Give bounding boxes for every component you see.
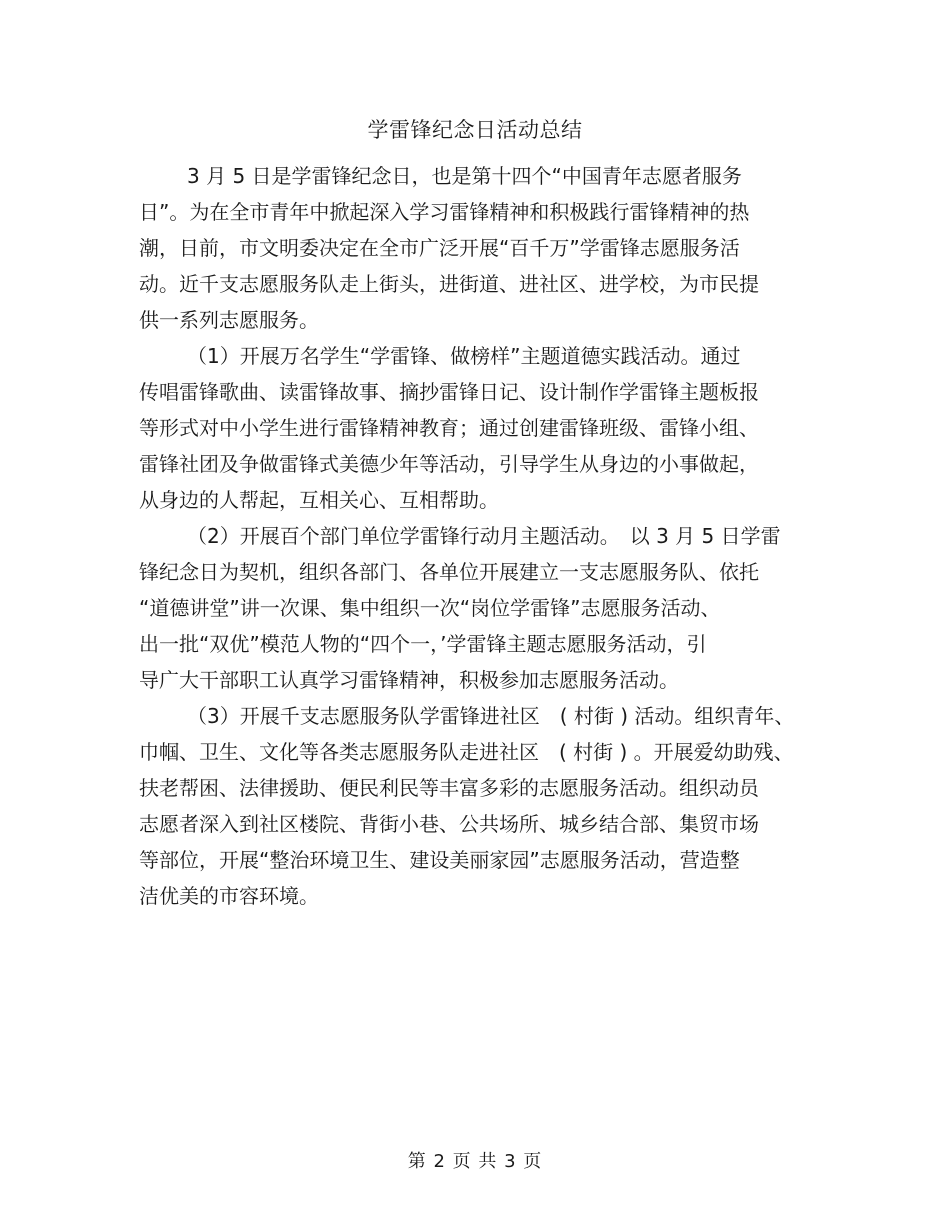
text-line: 日”。为在全市青年中掀起深入学习雷锋精神和积极践行雷锋精神的热 xyxy=(139,200,750,224)
page-footer: 第 2 页 共 3 页 xyxy=(407,1151,543,1172)
text-line: 3 月 5 日是学雷锋纪念日，也是第十四个“中国青年志愿者服务 xyxy=(187,164,742,188)
text-line: 从身边的人帮起，互相关心、互相帮助。 xyxy=(139,488,499,512)
text-line: 传唱雷锋歌曲、读雷锋故事、摘抄雷锋日记、设计制作学雷锋主题板报 xyxy=(139,380,759,404)
text-line: 雷锋社团及争做雷锋式美德少年等活动，引导学生从身边的小事做起， xyxy=(139,452,759,476)
text-line: 等形式对中小学生进行雷锋精神教育；通过创建雷锋班级、雷锋小组、 xyxy=(139,416,759,440)
paragraph-3 xyxy=(139,518,819,698)
paragraph-4 xyxy=(139,698,819,914)
text-line: 等部位，开展“整治环境卫生、建设美丽家园”志愿服务活动，营造整 xyxy=(139,848,740,872)
text-line: 出一批“双优”模范人物的“四个一，’学雷锋主题志愿服务活动，引 xyxy=(139,632,707,656)
text-line: 志愿者深入到社区楼院、背街小巷、公共场所、城乡结合部、集贸市场 xyxy=(139,812,759,836)
paragraph-1 xyxy=(139,158,819,338)
text-line: “道德讲堂”讲一次课、集中组织一次“岗位学雷锋”志愿服务活动、 xyxy=(139,596,721,620)
text-line: 洁优美的市容环境。 xyxy=(139,884,319,908)
document-body xyxy=(139,158,819,914)
text-line: 扶老帮困、法律援助、便民利民等丰富多彩的志愿服务活动。组织动员 xyxy=(139,776,759,800)
text-line: （3）开展千支志愿服务队学雷锋进社区 ( 村街 ) 活动。组织青年、 xyxy=(187,704,795,728)
text-line: 巾帼、卫生、文化等各类志愿服务队走进社区 ( 村街 ) 。开展爱幼助残、 xyxy=(139,740,794,764)
text-line: 导广大干部职工认真学习雷锋精神，积极参加志愿服务活动。 xyxy=(139,668,679,692)
text-line: 锋纪念日为契机，组织各部门、各单位开展建立一支志愿服务队、依托 xyxy=(139,560,759,584)
document-title: 学雷锋纪念日活动总结 xyxy=(367,118,583,142)
text-line: 供一系列志愿服务。 xyxy=(139,308,319,332)
paragraph-2 xyxy=(139,338,819,518)
text-line: 动。近千支志愿服务队走上街头，进街道、进社区、进学校，为市民提 xyxy=(139,272,759,296)
text-line: （1）开展万名学生“学雷锋、做榜样”主题道德实践活动。通过 xyxy=(187,344,741,368)
text-line: 潮，日前，市文明委决定在全市广泛开展“百千万”学雷锋志愿服务活 xyxy=(139,236,740,260)
text-line: （2）开展百个部门单位学雷锋行动月主题活动。 以 3 月 5 日学雷 xyxy=(187,524,781,548)
